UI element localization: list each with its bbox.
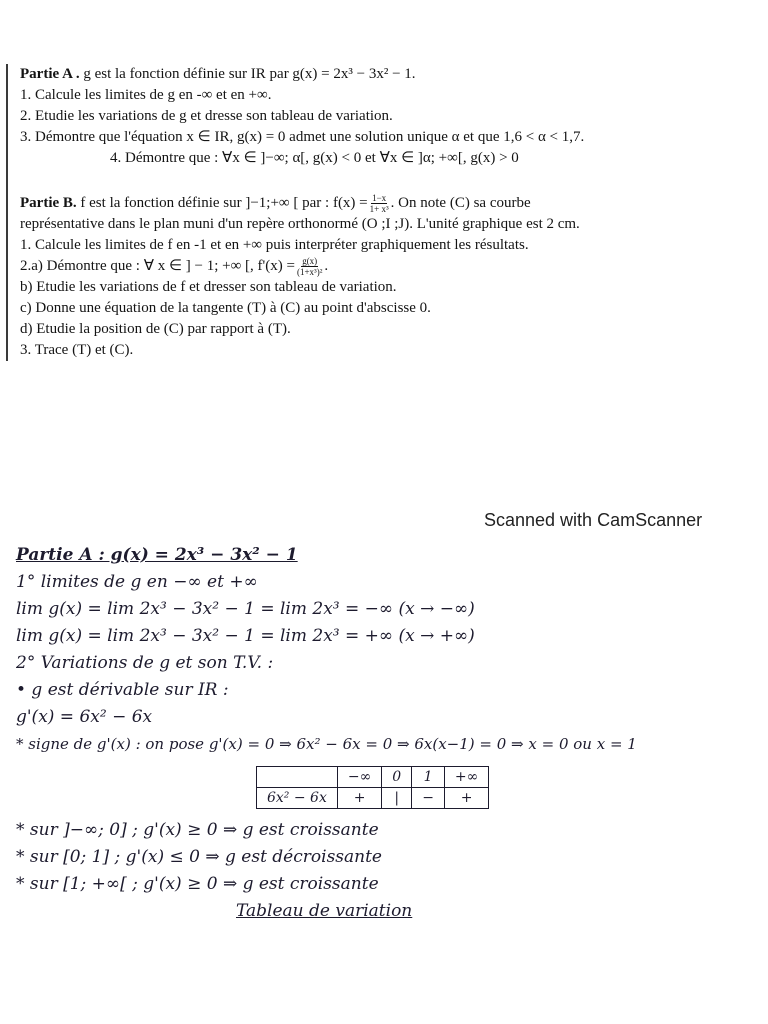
partA-intro-text: g est la fonction définie sur IR par g(x) = 2x³ − 3x² − 1. (79, 66, 416, 82)
sign-cell: + (444, 788, 488, 809)
hand-limit-minus: lim g(x) = lim 2x³ − 3x² − 1 = lim 2x³ = −∞ (x → −∞) (16, 599, 475, 619)
sign-table-row (257, 788, 489, 809)
partA-q3: 3. Démontre que l'équation x ∈ IR, g(x) = 0 admet une solution unique α et que 1,6 < α < 1,7. (20, 129, 585, 145)
sign-cell: − (412, 788, 445, 809)
hand-conclusion-2: * sur [0; 1] ; g'(x) ≤ 0 ⇒ g est décroissante (16, 847, 382, 867)
partB-q1: 1. Calcule les limites de f en -1 et en +∞ puis interpréter graphiquement les résultats. (20, 237, 529, 254)
sign-row-label: 6x² − 6x (257, 788, 338, 809)
hand-variations-title: 2° Variations de g et son T.V. : (16, 653, 274, 673)
sign-zero-cell: | (382, 788, 412, 809)
partA-q4: 4. Démontre que : ∀x ∈ ]−∞; α[, g(x) < 0 et ∀x ∈ ]α; +∞[, g(x) > 0 (110, 150, 519, 166)
partB-q2a (20, 256, 754, 277)
sign-table-header (257, 767, 489, 788)
sign-table (256, 766, 489, 809)
hand-tv-title: Tableau de variation (236, 901, 413, 921)
f-numerator: 1−x (372, 193, 387, 204)
sign-header-cell: +∞ (444, 767, 488, 788)
partB-q2a-text: 2.a) Démontre que : ∀ x ∈ ] − 1; +∞ [, f'(x) = (20, 258, 295, 275)
fprime-numerator: g(x) (302, 256, 318, 267)
fprime-denominator: (1+x³)² (296, 267, 323, 278)
partB-intro-tail: . On note (C) sa courbe (390, 195, 531, 211)
partB-intro-text: f est la fonction définie sur ]−1;+∞ [ par : f(x) = (76, 195, 368, 211)
hand-derivative: g'(x) = 6x² − 6x (16, 707, 153, 727)
sign-header-cell (257, 767, 338, 788)
sign-header-cell: −∞ (337, 767, 381, 788)
partB-line2: représentative dans le plan muni d'un repère orthonormé (O ;I ;J). L'unité graphique est 2 cm. (20, 216, 580, 233)
partB-intro (20, 193, 754, 214)
partB-q2c: c) Donne une équation de la tangente (T) à (C) au point d'abscisse 0. (20, 300, 431, 317)
partB-q2d: d) Etudie la position de (C) par rapport à (T). (20, 321, 291, 338)
partA-label: Partie A . (20, 66, 80, 82)
sign-cell: + (337, 788, 381, 809)
hand-limit-plus: lim g(x) = lim 2x³ − 3x² − 1 = lim 2x³ = +∞ (x → +∞) (16, 626, 475, 646)
hand-conclusion-3: * sur [1; +∞[ ; g'(x) ≥ 0 ⇒ g est croissante (16, 874, 379, 894)
handwritten-solution (16, 542, 756, 925)
sign-header-cell: 1 (412, 767, 445, 788)
partA-q2: 2. Etudie les variations de g et dresse son tableau de variation. (20, 108, 393, 124)
camscanner-stamp: Scanned with CamScanner (484, 510, 703, 530)
sign-header-cell: 0 (382, 767, 412, 788)
partA-intro (20, 64, 754, 85)
f-denominator: 1+ x³ (369, 204, 389, 215)
fprime-fraction (297, 256, 322, 277)
partB-q2b: b) Etudie les variations de f et dresser son tableau de variation. (20, 279, 397, 296)
hand-title: Partie A : g(x) = 2x³ − 3x² − 1 (16, 545, 298, 565)
partB-q2a-tail: . (324, 258, 329, 275)
hand-limits-title: 1° limites de g en −∞ et +∞ (16, 572, 258, 592)
hand-sign-line: * signe de g'(x) : on pose g'(x) = 0 ⇒ 6x² − 6x = 0 ⇒ 6x(x−1) = 0 ⇒ x = 0 ou x = 1 (16, 735, 637, 753)
partB-q3: 3. Trace (T) et (C). (20, 342, 134, 359)
hand-conclusion-1: * sur ]−∞; 0] ; g'(x) ≥ 0 ⇒ g est croissante (16, 820, 379, 840)
exercise-statement (6, 64, 754, 361)
partA-q1: 1. Calcule les limites de g en -∞ et en +∞. (20, 87, 272, 103)
hand-derivable-note: • g est dérivable sur IR : (16, 680, 229, 700)
f-fraction (370, 193, 389, 214)
partB-label: Partie B. (20, 195, 77, 211)
